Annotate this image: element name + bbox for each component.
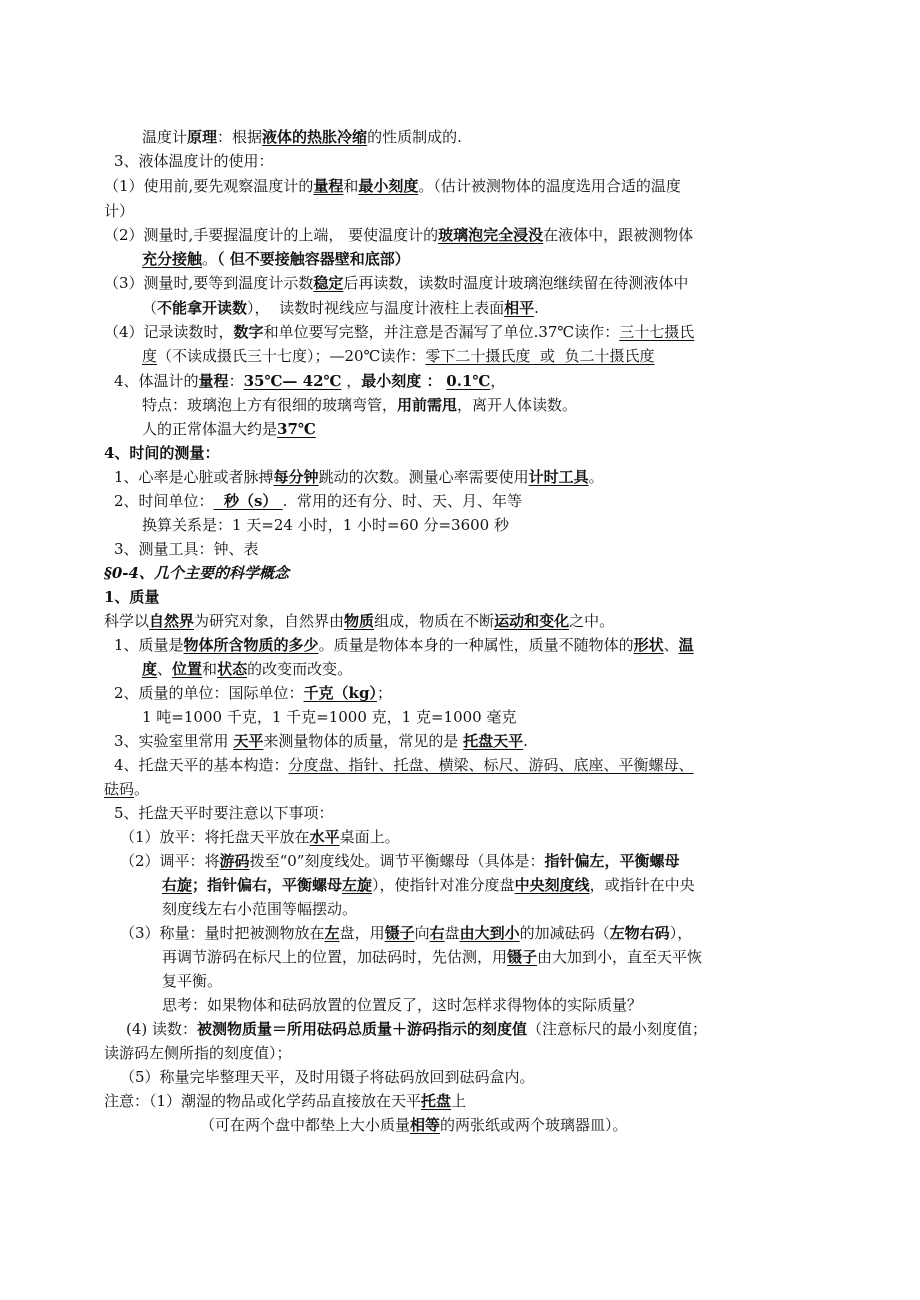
text-line <box>162 946 912 968</box>
text-segment: 刻度线左右小范围等幅摆动。 <box>162 900 358 918</box>
text-line <box>142 297 912 319</box>
underlined-term: 计时工具 <box>528 468 589 486</box>
underlined-term: 形状 <box>633 636 664 654</box>
text-segment: （1）使用前,要先观察温度计的 <box>104 177 314 195</box>
underlined-term: 左旋 <box>342 876 373 894</box>
text-segment: 人的正常体温大约是 <box>142 420 278 438</box>
text-segment: 为研究对象，自然界由 <box>194 612 345 630</box>
underlined-term: 右旋 <box>162 876 193 894</box>
text-line <box>104 778 912 800</box>
text-segment: 4、托盘天平的基本构造： <box>114 756 289 774</box>
text-segment: 、 <box>663 636 679 654</box>
text-segment: （4）记录读数时， <box>104 323 234 341</box>
text-line <box>104 321 912 343</box>
text-segment: 的两张纸或两个玻璃器皿）。 <box>440 1116 628 1134</box>
text-line <box>142 658 912 680</box>
text-segment: 的改变而改变。 <box>247 660 353 678</box>
underlined-term: 秒（s） <box>213 492 283 510</box>
text-segment: 思考：如果物体和砝码放置的位置反了，这时怎样求得物体的实际质量？ <box>162 996 643 1014</box>
text-segment: 桌面上。 <box>339 828 400 846</box>
text-line <box>114 490 912 512</box>
section-heading <box>104 562 912 584</box>
bold-term: 用前需甩 <box>397 396 458 414</box>
underlined-term: 每分钟 <box>273 468 319 486</box>
text-segment: 和单位要写完整，并注意是否漏写了单位.37℃读作： <box>263 323 620 341</box>
bold-term: 数字 <box>233 323 264 341</box>
text-line <box>104 1042 912 1064</box>
text-segment: ： <box>228 372 244 390</box>
bold-term: 4、时间的测量： <box>104 444 220 462</box>
text-segment: 2、质量的单位：国际单位： <box>114 684 304 702</box>
text-line <box>104 175 912 197</box>
text-segment: . 常用的还有分、时、天、月、年等 <box>282 492 522 510</box>
text-segment: （可在两个盘中都垫上大小质量 <box>200 1116 411 1134</box>
text-segment: ， <box>490 372 506 390</box>
section-heading <box>104 442 912 464</box>
text-segment: 由大加到小，直至天平恢 <box>537 948 703 966</box>
bold-term: ；指针偏右，平衡螺母 <box>192 876 343 894</box>
underlined-term: 物体所含物质的多少 <box>183 636 319 654</box>
underlined-term: 物质 <box>344 612 375 630</box>
text-segment: 2、时间单位： <box>114 492 214 510</box>
text-segment: 盘 <box>444 924 460 942</box>
text-segment: 科学以 <box>104 612 150 630</box>
bold-term: 指针偏左，平衡螺母 <box>544 852 680 870</box>
text-segment: 来测量物体的质量，常见的是 <box>263 732 464 750</box>
underlined-term: 度 <box>142 347 158 365</box>
text-segment: 读游码左侧所指的刻度值）； <box>104 1044 292 1062</box>
text-segment: . <box>534 299 539 317</box>
text-line <box>162 898 912 920</box>
text-segment: 。（估计被测物体的温度选用合适的温度 <box>418 177 681 195</box>
text-line <box>120 826 912 848</box>
underlined-term: 0.1℃ <box>446 372 491 390</box>
text-line <box>114 370 912 392</box>
text-line <box>104 1090 912 1112</box>
underlined-term: 温 <box>678 636 694 654</box>
underlined-term: 左 <box>324 924 340 942</box>
text-line <box>114 730 912 752</box>
text-segment: 和 <box>202 660 218 678</box>
underlined-term: 天平 <box>233 732 264 750</box>
bold-term: （ 但不要接触容器壁和底部） <box>217 250 410 268</box>
text-line <box>142 248 912 270</box>
text-segment: 换算关系是：1 天=24 小时，1 小时=60 分=3600 秒 <box>142 516 509 534</box>
text-line <box>162 970 912 992</box>
text-segment: 、 <box>157 660 173 678</box>
underlined-term: 量程 <box>313 177 344 195</box>
bold-term: 不能拿开读数 <box>157 299 248 317</box>
text-segment: 温度计 <box>142 128 188 146</box>
text-segment: （不读成摄氏三十七度）；—20℃读作： <box>157 347 426 365</box>
text-segment: ，离开人体读数。 <box>457 396 578 414</box>
bold-term: 最小刻度 ： <box>361 372 442 390</box>
underlined-term: 自然界 <box>149 612 195 630</box>
text-segment: 。 <box>588 468 604 486</box>
underlined-term: 35℃— 42℃ <box>243 372 342 390</box>
text-segment: 注意：（1）潮湿的物品或化学药品直接放在天平 <box>104 1092 422 1110</box>
underlined-term: 位置 <box>172 660 203 678</box>
text-segment: ，或指针在中央 <box>589 876 695 894</box>
underlined-term: 托盘天平 <box>463 732 524 750</box>
text-segment: 复平衡。 <box>162 972 223 990</box>
underlined-term: 度 <box>142 660 158 678</box>
text-segment: 。质量是物体本身的一种属性，质量不随物体的 <box>318 636 634 654</box>
text-segment: ）， <box>669 924 693 942</box>
section-heading <box>104 586 912 608</box>
text-segment: 和 <box>343 177 359 195</box>
text-line <box>104 224 912 246</box>
text-line <box>162 994 912 1016</box>
text-line <box>114 150 912 172</box>
text-line <box>120 1066 912 1088</box>
underlined-term: 镊子 <box>384 924 415 942</box>
text-segment: . <box>523 732 528 750</box>
text-segment: 3、液体温度计的使用： <box>114 152 274 170</box>
text-segment: 4、体温计的 <box>114 372 199 390</box>
underlined-term: 由大到小 <box>459 924 520 942</box>
text-segment: 盘，用 <box>339 924 385 942</box>
text-segment: 。 <box>202 250 218 268</box>
text-segment: 特点：玻璃泡上方有很细的玻璃弯管， <box>142 396 398 414</box>
text-segment: 的性质制成的. <box>367 128 462 146</box>
underlined-term: 右 <box>429 924 445 942</box>
text-segment: 3、实验室里常用 <box>114 732 234 750</box>
bold-term: §0-4、几个主要的科学概念 <box>104 564 289 582</box>
text-segment: （2）调平：将 <box>120 852 220 870</box>
text-line <box>114 634 912 656</box>
text-segment: (4) 读数： <box>126 1020 198 1038</box>
text-segment: 。 <box>134 780 150 798</box>
underlined-term: 水平 <box>309 828 340 846</box>
underlined-term: 相平 <box>504 299 535 317</box>
bold-term: 1、质量 <box>104 588 160 606</box>
text-segment: 跳动的次数。测量心率需要使用 <box>318 468 529 486</box>
bold-term: 被测物质量＝所用砝码总质量＋游码指示的刻度值 <box>197 1020 528 1038</box>
text-segment: ； <box>376 684 392 702</box>
text-segment: ：根据 <box>217 128 263 146</box>
text-segment: ， <box>341 372 362 390</box>
underlined-term: 千克（kg） <box>303 684 377 702</box>
text-line <box>104 200 912 222</box>
text-segment: 的加减砝码（ <box>519 924 610 942</box>
text-segment: 计） <box>104 202 135 220</box>
text-segment: （3）测量时,要等到温度计示数 <box>104 274 314 292</box>
underlined-term: 充分接触 <box>142 250 203 268</box>
underlined-term: 游码 <box>219 852 250 870</box>
text-segment: （2）测量时,手要握温度计的上端， 要使温度计的 <box>104 226 439 244</box>
text-segment: 1、心率是心脏或者脉搏 <box>114 468 274 486</box>
text-segment: 向 <box>414 924 430 942</box>
text-line <box>142 126 912 148</box>
text-line <box>142 394 912 416</box>
text-segment: 3、测量工具：钟、表 <box>114 540 259 558</box>
underlined-term: 液体的热胀冷缩 <box>262 128 368 146</box>
underlined-term: 运动和变化 <box>494 612 570 630</box>
text-segment: 拨至“0”刻度线处。调节平衡螺母（具体是： <box>249 852 545 870</box>
text-line <box>126 1018 912 1040</box>
text-line <box>120 922 912 944</box>
underlined-term: 中央刻度线 <box>514 876 590 894</box>
text-line <box>120 850 912 872</box>
text-segment: （注意标尺的最小刻度值； <box>527 1020 708 1038</box>
underlined-term: 玻璃泡完全浸没 <box>438 226 544 244</box>
underlined-term: 三十七摄氏 <box>619 323 695 341</box>
underlined-term: 37℃ <box>277 420 316 438</box>
underlined-term: 稳定 <box>313 274 344 292</box>
text-segment: （3）称量：量时把被测物放在 <box>120 924 325 942</box>
text-line <box>104 272 912 294</box>
text-line <box>142 345 912 367</box>
bold-term: 量程 <box>198 372 229 390</box>
underlined-term: 状态 <box>217 660 248 678</box>
text-segment: 组成，物质在不断 <box>374 612 495 630</box>
underlined-term: 相等 <box>410 1116 441 1134</box>
bold-term: 左物右码 <box>609 924 670 942</box>
text-line <box>142 514 912 536</box>
text-line <box>114 802 912 824</box>
text-segment: （1）放平：将托盘天平放在 <box>120 828 310 846</box>
text-line <box>162 874 912 896</box>
text-segment: （5）称量完毕整理天平，及时用镊子将砝码放回到砝码盒内。 <box>120 1068 535 1086</box>
text-line <box>142 418 912 440</box>
text-line <box>114 538 912 560</box>
text-line <box>200 1114 912 1136</box>
text-line <box>114 682 912 704</box>
bold-term: 原理 <box>187 128 218 146</box>
text-segment: 上 <box>451 1092 467 1110</box>
text-segment: 再调节游码在标尺上的位置，加砝码时，先估测，用 <box>162 948 508 966</box>
text-segment: 5、托盘天平时要注意以下事项： <box>114 804 334 822</box>
underlined-term: 镊子 <box>507 948 538 966</box>
text-segment: ）， 读数时视线应与温度计液柱上表面 <box>247 299 505 317</box>
text-segment: （ <box>142 299 158 317</box>
underlined-term: 砝码 <box>104 780 135 798</box>
text-segment: 在液体中，跟被测物体 <box>543 226 694 244</box>
text-line <box>114 754 912 776</box>
text-line <box>104 610 912 632</box>
text-segment: 之中。 <box>569 612 615 630</box>
underlined-term: 零下二十摄氏度 或 负二十摄氏度 <box>425 347 655 365</box>
text-line <box>114 466 912 488</box>
underlined-term: 最小刻度 <box>358 177 419 195</box>
underlined-term: 分度盘、指针、托盘、横梁、标尺、游码、底座、平衡螺母、 <box>288 756 694 774</box>
text-segment: 后再读数，读数时温度计玻璃泡继续留在待测液体中 <box>343 274 689 292</box>
text-segment: 1 吨=1000 千克，1 千克=1000 克，1 克=1000 毫克 <box>142 708 517 726</box>
text-segment: 1、质量是 <box>114 636 184 654</box>
text-line <box>142 706 912 728</box>
text-segment: ），使指针对准分度盘 <box>372 876 515 894</box>
underlined-term: 托盘 <box>421 1092 452 1110</box>
